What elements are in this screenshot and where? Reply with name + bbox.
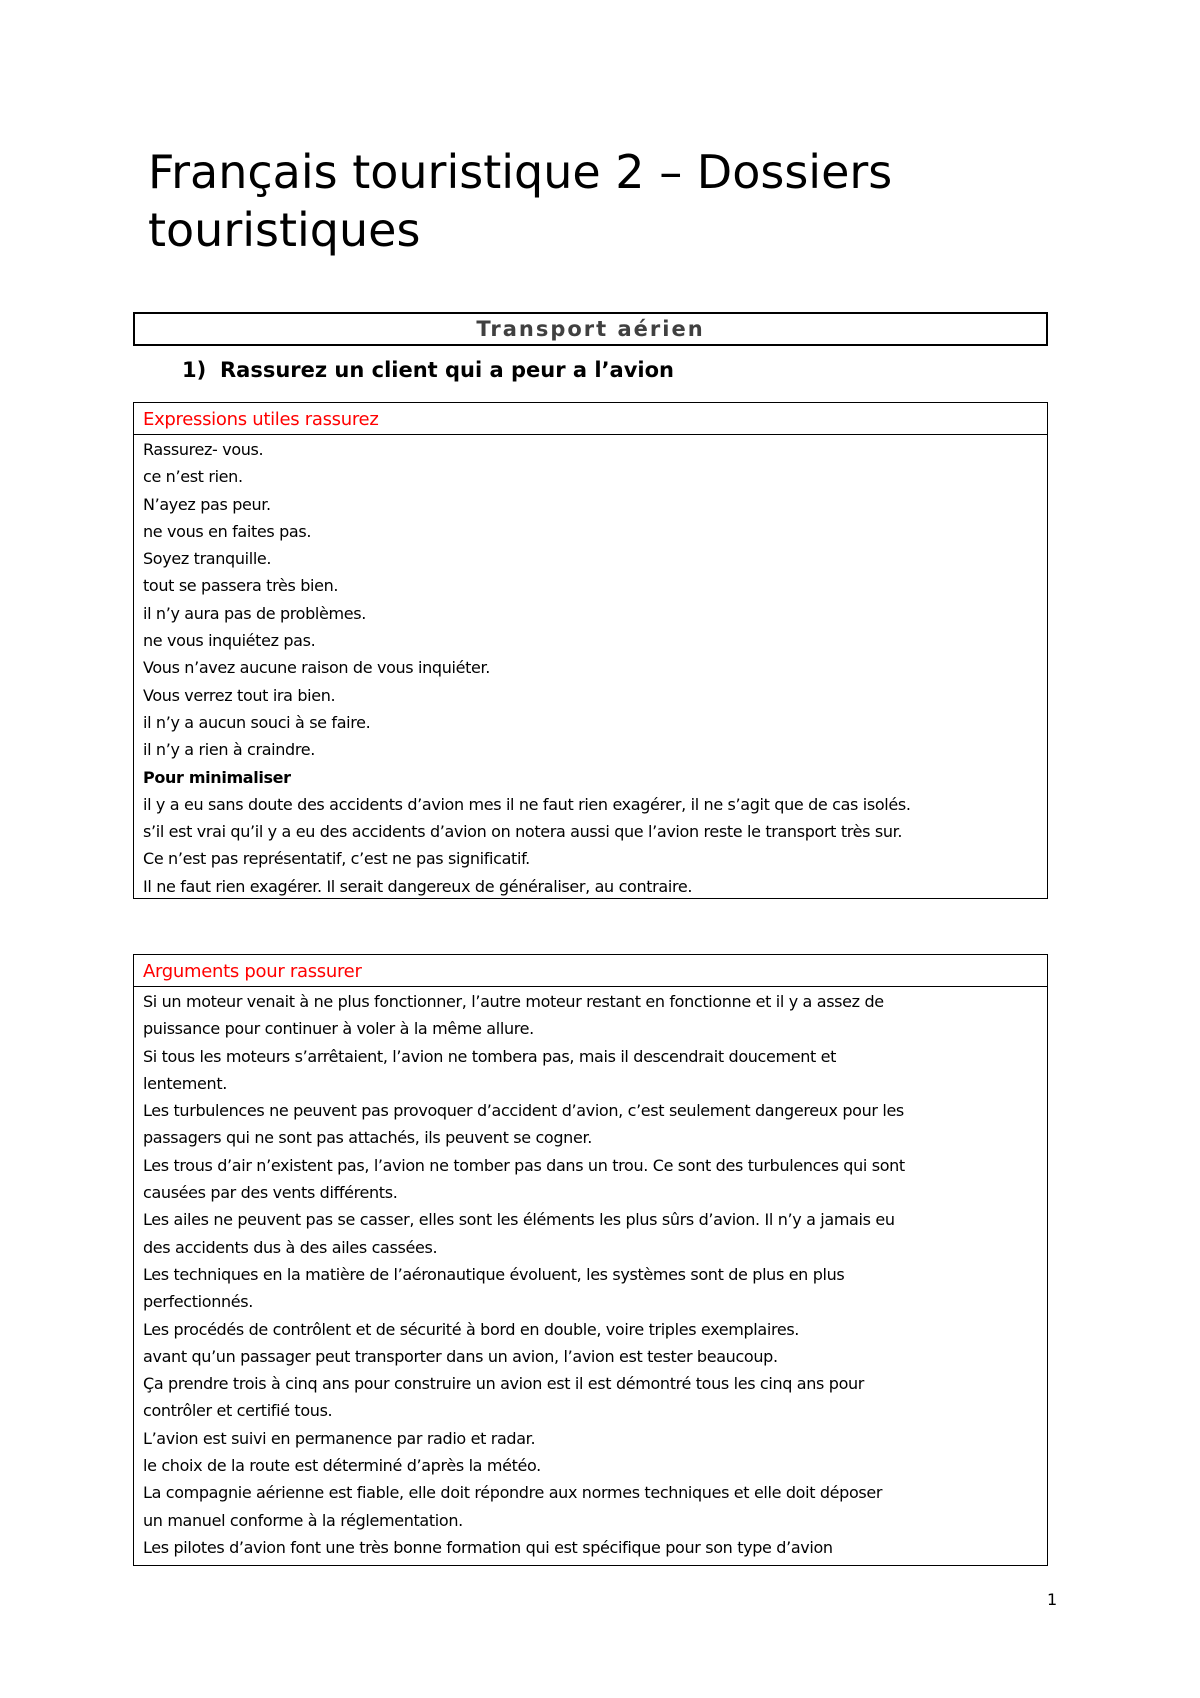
argument-line: le choix de la route est déterminé d’après la météo. (143, 1456, 541, 1476)
expression-line: ne vous inquiétez pas. (143, 631, 316, 651)
argument-line: puissance pour continuer à voler à la même allure. (143, 1019, 534, 1039)
argument-line: un manuel conforme à la réglementation. (143, 1510, 463, 1530)
section-heading: Transport aérien (133, 312, 1048, 346)
expression-line: tout se passera très bien. (143, 576, 339, 596)
minimaliser-subheading: Pour minimaliser (143, 767, 291, 787)
page-number: 1 (1047, 1590, 1058, 1609)
argument-line: Les techniques en la matière de l’aéronautique évoluent, les systèmes sont de plus en plus (143, 1264, 845, 1284)
argument-line: Ça prendre trois à cinq ans pour construire un avion est il est démontré tous les cinq ans pour (143, 1374, 865, 1394)
minimaliser-line: s’il est vrai qu’il y a eu des accidents d’avion on notera aussi que l’avion reste le transport très sur. (143, 822, 903, 842)
argument-line: Si un moteur venait à ne plus fonctionner, l’autre moteur restant en fonctionne et il y a assez de (143, 992, 884, 1011)
expression-line: Rassurez- vous. (143, 440, 264, 459)
expression-line: ce n’est rien. (143, 467, 243, 487)
arguments-table (133, 954, 1048, 1566)
expressions-table-header: Expressions utiles rassurez (134, 403, 1047, 435)
expression-line: Vous n’avez aucune raison de vous inquiéter. (143, 658, 491, 678)
expression-line: Soyez tranquille. (143, 549, 272, 569)
argument-line: La compagnie aérienne est fiable, elle doit répondre aux normes techniques et elle doit déposer (143, 1483, 883, 1503)
question-heading (182, 354, 674, 386)
argument-line: Les pilotes d’avion font une très bonne formation qui est spécifique pour son type d’avion (143, 1537, 833, 1557)
expressions-table (133, 402, 1048, 899)
expression-line: Vous verrez tout ira bien. (143, 685, 336, 705)
arguments-table-body (134, 987, 1047, 1561)
minimaliser-line: Ce n’est pas représentatif, c’est ne pas significatif. (143, 849, 530, 869)
argument-line: lentement. (143, 1073, 227, 1093)
argument-line: contrôler et certifié tous. (143, 1401, 333, 1421)
minimaliser-line: Il ne faut rien exagérer. Il serait dangereux de généraliser, au contraire. (143, 876, 693, 896)
argument-line: causées par des vents différents. (143, 1183, 398, 1203)
question-number: 1) (182, 358, 207, 382)
document-title: Français touristique 2 – Dossiers touristiques (148, 145, 893, 257)
argument-line: L’avion est suivi en permanence par radio et radar. (143, 1428, 536, 1448)
expression-line: N’ayez pas peur. (143, 494, 271, 514)
arguments-table-header: Arguments pour rassurer (134, 955, 1047, 987)
argument-line: Les ailes ne peuvent pas se casser, elles sont les éléments les plus sûrs d’avion. Il n’y a jamais eu (143, 1210, 895, 1230)
expression-line: il n’y a aucun souci à se faire. (143, 712, 371, 732)
expression-line: il n’y a rien à craindre. (143, 740, 315, 760)
question-text: Rassurez un client qui a peur a l’avion (220, 358, 674, 382)
expression-line: il n’y aura pas de problèmes. (143, 603, 366, 623)
argument-line: passagers qui ne sont pas attachés, ils peuvent se cogner. (143, 1128, 592, 1148)
argument-line: perfectionnés. (143, 1292, 254, 1312)
expressions-table-body (134, 435, 1047, 900)
minimaliser-line: il y a eu sans doute des accidents d’avion mes il ne faut rien exagérer, il ne s’agit que de cas isolés. (143, 794, 911, 814)
argument-line: Les turbulences ne peuvent pas provoquer d’accident d’avion, c’est seulement dangereux pour les (143, 1101, 904, 1121)
argument-line: Si tous les moteurs s’arrêtaient, l’avion ne tombera pas, mais il descendrait doucement et (143, 1046, 837, 1066)
expression-line: ne vous en faites pas. (143, 521, 312, 541)
argument-line: des accidents dus à des ailes cassées. (143, 1237, 438, 1257)
argument-line: avant qu’un passager peut transporter dans un avion, l’avion est tester beaucoup. (143, 1346, 778, 1366)
argument-line: Les trous d’air n’existent pas, l’avion ne tomber pas dans un trou. Ce sont des turbulences qui sont (143, 1155, 905, 1175)
argument-line: Les procédés de contrôlent et de sécurité à bord en double, voire triples exemplaires. (143, 1319, 800, 1339)
